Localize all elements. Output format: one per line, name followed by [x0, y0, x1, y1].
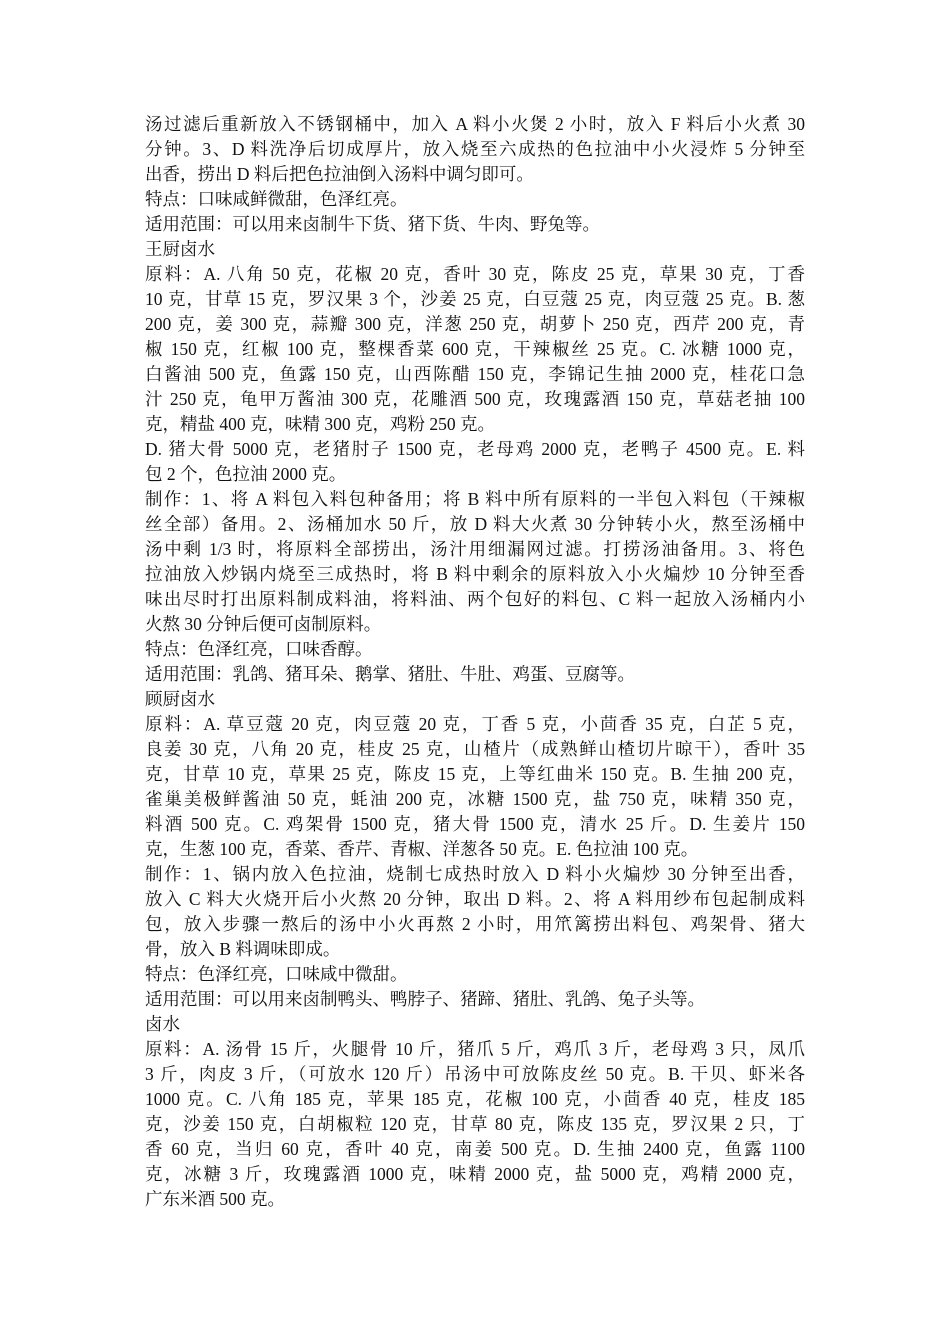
- text-line: 香 60 克，当归 60 克，香叶 40 克，南姜 500 克。D. 生抽 2400 克，鱼露 1100: [145, 1139, 805, 1159]
- feature-line: 特点：色泽红亮，口味咸中微甜。: [145, 964, 408, 984]
- text-line: 克，生葱 100 克，香菜、香芹、青椒、洋葱各 50 克。E. 色拉油 100 克。: [145, 839, 699, 859]
- ingredients-paragraph: [145, 712, 805, 862]
- text-line: D. 猪大骨 5000 克，老猪肘子 1500 克，老母鸡 2000 克，老鸭子 4500 克。E. 料: [145, 439, 805, 459]
- scope-line: 适用范围：乳鸽、猪耳朵、鹅掌、猪肚、牛肚、鸡蛋、豆腐等。: [145, 664, 635, 684]
- recipe-section: [145, 687, 805, 1012]
- text-line: 原料：A. 草豆蔻 20 克，肉豆蔻 20 克，丁香 5 克，小茴香 35 克，白芷 5 克，: [145, 714, 805, 734]
- recipe-section: [145, 1012, 805, 1212]
- text-line: 味出尽时打出原料制成料油，将料油、两个包好的料包、C 料一起放入汤桶内小: [145, 589, 805, 609]
- text-line: 3 斤，肉皮 3 斤，（可放水 120 斤）吊汤中可放陈皮丝 50 克。B. 干贝、虾米各: [145, 1064, 805, 1084]
- feature-line: 特点：色泽红亮，口味香醇。: [145, 639, 373, 659]
- text-line: 料酒 500 克。C. 鸡架骨 1500 克，猪大骨 1500 克，清水 25 斤。D. 生姜片 150: [145, 814, 805, 834]
- text-line: 原料：A. 汤骨 15 斤，火腿骨 10 斤，猪爪 5 斤，鸡爪 3 斤，老母鸡 3 只，凤爪: [145, 1039, 805, 1059]
- method-paragraph: [145, 862, 805, 962]
- recipe-section: [145, 237, 805, 687]
- text-line: 白酱油 500 克，鱼露 150 克，山西陈醋 150 克，李锦记生抽 2000 克，桂花口急: [145, 364, 805, 384]
- ingredients-paragraph: [145, 1037, 805, 1212]
- recipe-title: 王厨卤水: [145, 239, 215, 259]
- text-line: 克，精盐 400 克，味精 300 克，鸡粉 250 克。: [145, 414, 495, 434]
- text-line: 克，冰糖 3 斤，玫瑰露酒 1000 克，味精 2000 克，盐 5000 克，鸡精 2000 克，: [145, 1164, 805, 1184]
- text-line: 汤过滤后重新放入不锈钢桶中，加入 A 料小火煲 2 小时，放入 F 料后小火煮 30: [145, 114, 805, 134]
- recipe-title: 顾厨卤水: [145, 689, 215, 709]
- text-line: 椒 150 克，红椒 100 克，整棵香菜 600 克，干辣椒丝 25 克。C. 冰糖 1000 克，: [145, 339, 805, 359]
- text-line: 拉油放入炒锅内烧至三成热时，将 B 料中剩余的原料放入小火煸炒 10 分钟至香: [145, 564, 805, 584]
- text-line: 1000 克。C. 八角 185 克，苹果 185 克，花椒 100 克，小茴香 40 克，桂皮 185: [145, 1089, 805, 1109]
- ingredients-paragraph: [145, 262, 805, 437]
- text-line: 广东米酒 500 克。: [145, 1189, 285, 1209]
- text-line: 放入 C 料大火烧开后小火熬 20 分钟，取出 D 料。2、将 A 料用纱布包起制成料: [145, 889, 805, 909]
- text-line: 出香，捞出 D 料后把色拉油倒入汤料中调匀即可。: [145, 164, 534, 184]
- continuation-paragraph: [145, 112, 805, 187]
- text-line: 汤中剩 1/3 时，将原料全部捞出，汤汁用细漏网过滤。打捞汤油备用。3、将色: [145, 539, 805, 559]
- text-line: 克，甘草 10 克，草果 25 克，陈皮 15 克，上等红曲米 150 克。B. 生抽 200 克，: [145, 764, 805, 784]
- text-line: 10 克，甘草 15 克，罗汉果 3 个，沙姜 25 克，白豆蔻 25 克，肉豆蔻 25 克。B. 葱: [145, 289, 805, 309]
- method-paragraph: [145, 487, 805, 637]
- text-line: 制作：1、锅内放入色拉油，烧制七成热时放入 D 料小火煸炒 30 分钟至出香，: [145, 864, 805, 884]
- text-line: 克，沙姜 150 克，白胡椒粒 120 克，甘草 80 克，陈皮 135 克，罗汉果 2 只，丁: [145, 1114, 805, 1134]
- text-line: 包，放入步骤一熬后的汤中小火再熬 2 小时，用笊篱捞出料包、鸡架骨、猪大: [145, 914, 805, 934]
- document-body: [145, 112, 805, 1212]
- feature-line: 特点：口味咸鲜微甜，色泽红亮。: [145, 189, 408, 209]
- text-line: 良姜 30 克，八角 20 克，桂皮 25 克，山楂片（成熟鲜山楂切片晾干），香叶 35: [145, 739, 805, 759]
- recipe-title: 卤水: [145, 1014, 180, 1034]
- text-line: 汁 250 克，龟甲万酱油 300 克，花雕酒 500 克，玫瑰露酒 150 克，草菇老抽 100: [145, 389, 805, 409]
- text-line: 分钟。3、D 料洗净后切成厚片，放入烧至六成热的色拉油中小火浸炸 5 分钟至: [145, 139, 805, 159]
- scope-line: 适用范围：可以用来卤制鸭头、鸭脖子、猪蹄、猪肚、乳鸽、兔子头等。: [145, 989, 705, 1009]
- text-line: 200 克，姜 300 克，蒜瓣 300 克，洋葱 250 克，胡萝卜 250 克，西芹 200 克，青: [145, 314, 805, 334]
- ingredients-paragraph: [145, 437, 805, 487]
- text-line: 包 2 个，色拉油 2000 克。: [145, 464, 347, 484]
- text-line: 骨，放入 B 料调味即成。: [145, 939, 341, 959]
- text-line: 制作：1、将 A 料包入料包种备用；将 B 料中所有原料的一半包入料包（干辣椒: [145, 489, 805, 509]
- text-line: 原料：A. 八角 50 克，花椒 20 克，香叶 30 克，陈皮 25 克，草果 30 克，丁香: [145, 264, 805, 284]
- text-line: 丝全部）备用。2、汤桶加水 50 斤，放 D 料大火煮 30 分钟转小火，熬至汤桶中: [145, 514, 805, 534]
- text-line: 火熬 30 分钟后便可卤制原料。: [145, 614, 382, 634]
- text-line: 雀巢美极鲜酱油 50 克，蚝油 200 克，冰糖 1500 克，盐 750 克，味精 350 克，: [145, 789, 805, 809]
- scope-line: 适用范围：可以用来卤制牛下货、猪下货、牛肉、野兔等。: [145, 214, 600, 234]
